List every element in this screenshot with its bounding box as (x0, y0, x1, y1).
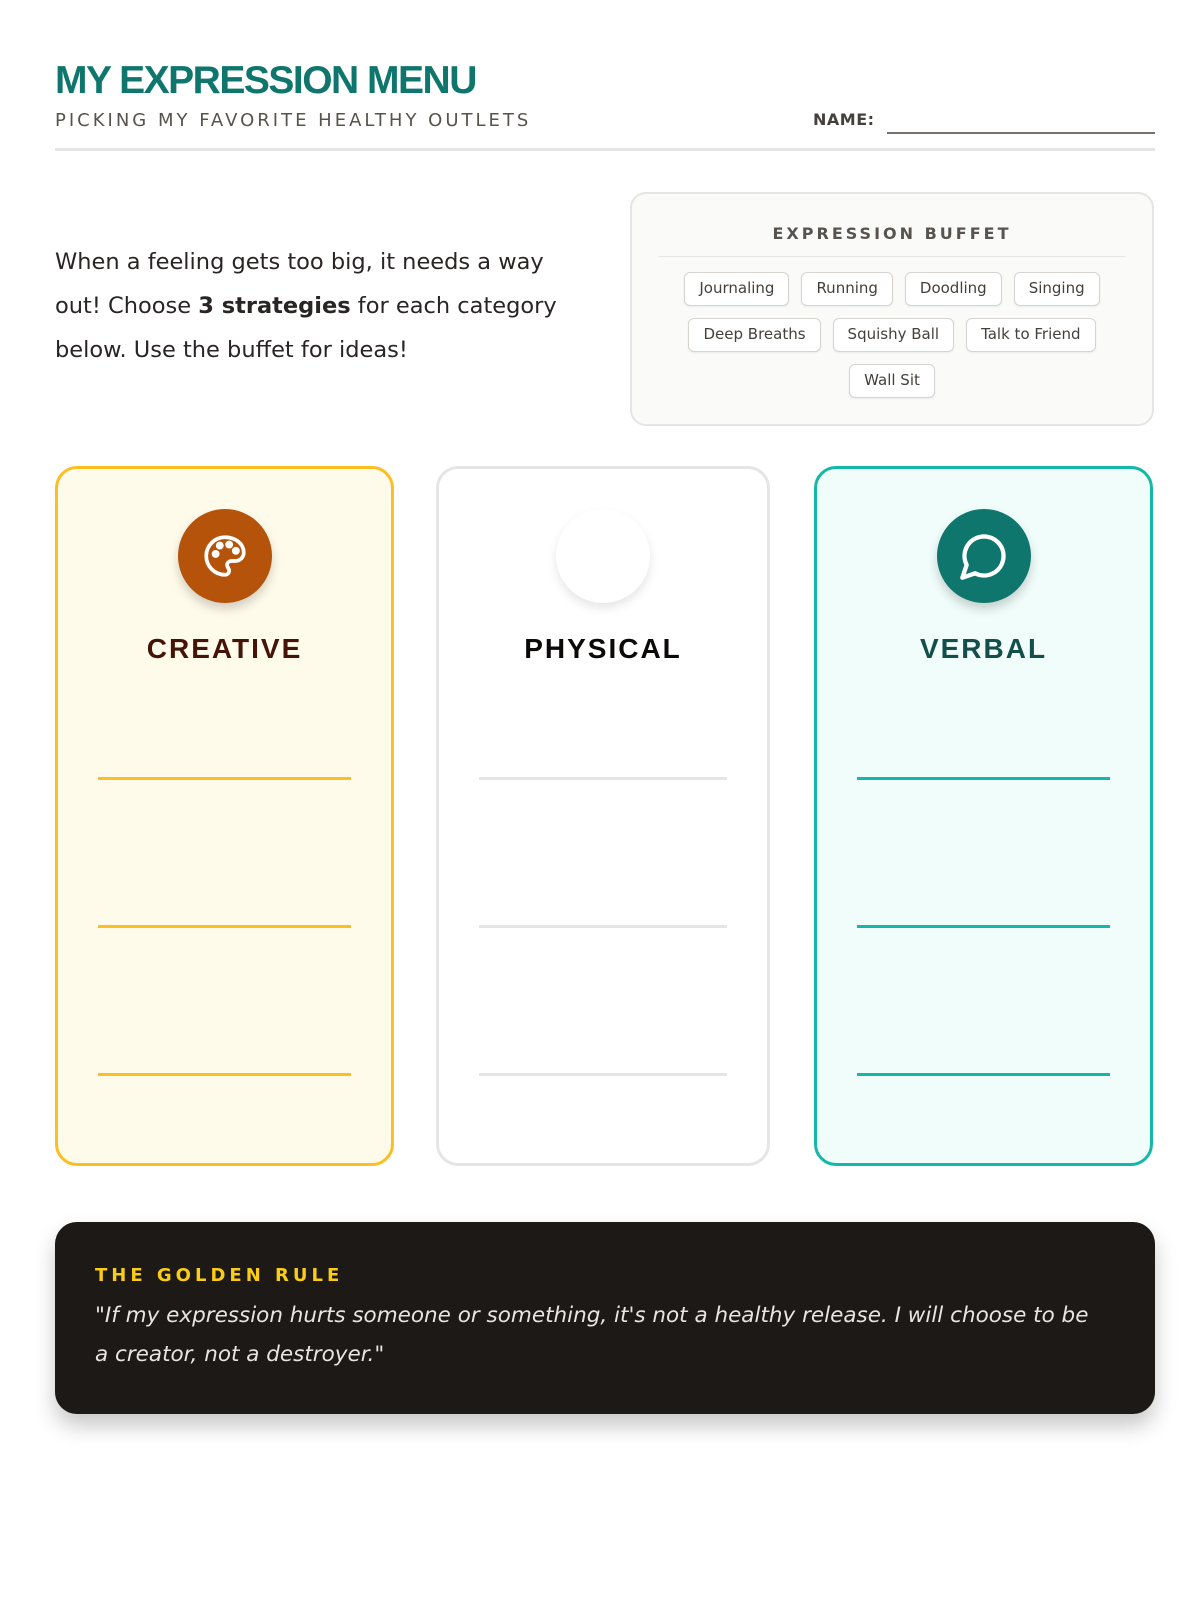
speech-bubble-icon (937, 509, 1031, 603)
expression-buffet (630, 192, 1154, 426)
answer-line[interactable] (857, 777, 1110, 780)
answer-line[interactable] (857, 925, 1110, 928)
intro-text-start: When a feeling gets too big, it needs a way out! Choose (55, 249, 544, 319)
palette-icon (178, 509, 272, 603)
buffet-chip: Wall Sit (849, 364, 935, 398)
header-divider (55, 148, 1155, 151)
page-title: MY EXPRESSION MENU (55, 59, 476, 102)
category-title: VERBAL (919, 633, 1048, 664)
category-card-physical (436, 466, 770, 1166)
buffet-chip-list (652, 272, 1132, 398)
answer-line[interactable] (479, 1073, 727, 1076)
buffet-chip: Running (801, 272, 892, 306)
buffet-chip: Talk to Friend (966, 318, 1095, 352)
buffet-chip: Singing (1014, 272, 1100, 306)
golden-rule-quote: "If my expression hurts someone or something, it's not a healthy release. I will choose to be a creator, not a destroyer." (95, 1303, 1089, 1367)
page-subtitle: PICKING MY FAVORITE HEALTHY OUTLETS (55, 110, 532, 131)
buffet-divider (659, 256, 1125, 257)
answer-line[interactable] (98, 925, 351, 928)
category-title: CREATIVE (146, 633, 303, 664)
intro-emphasis: 3 strategies (198, 293, 351, 319)
answer-line[interactable] (479, 925, 727, 928)
answer-line[interactable] (479, 777, 727, 780)
name-label: NAME: (813, 110, 875, 129)
blank-icon (556, 509, 650, 603)
buffet-chip: Journaling (684, 272, 789, 306)
worksheet-page (55, 0, 1155, 1600)
answer-line[interactable] (98, 1073, 351, 1076)
buffet-chip: Doodling (905, 272, 1002, 306)
category-card-verbal (814, 466, 1153, 1166)
category-card-creative (55, 466, 394, 1166)
intro-text (55, 240, 595, 372)
golden-rule-label: THE GOLDEN RULE (95, 1265, 344, 1286)
buffet-chip: Squishy Ball (833, 318, 955, 352)
answer-line[interactable] (857, 1073, 1110, 1076)
intro-text-end: for each category below. Use the buffet for ideas! (55, 293, 557, 363)
category-title: PHYSICAL (524, 633, 682, 664)
answer-line[interactable] (98, 777, 351, 780)
name-field[interactable] (887, 132, 1155, 134)
buffet-chip: Deep Breaths (688, 318, 820, 352)
buffet-heading: EXPRESSION BUFFET (772, 224, 1012, 243)
golden-rule-box (55, 1222, 1155, 1414)
